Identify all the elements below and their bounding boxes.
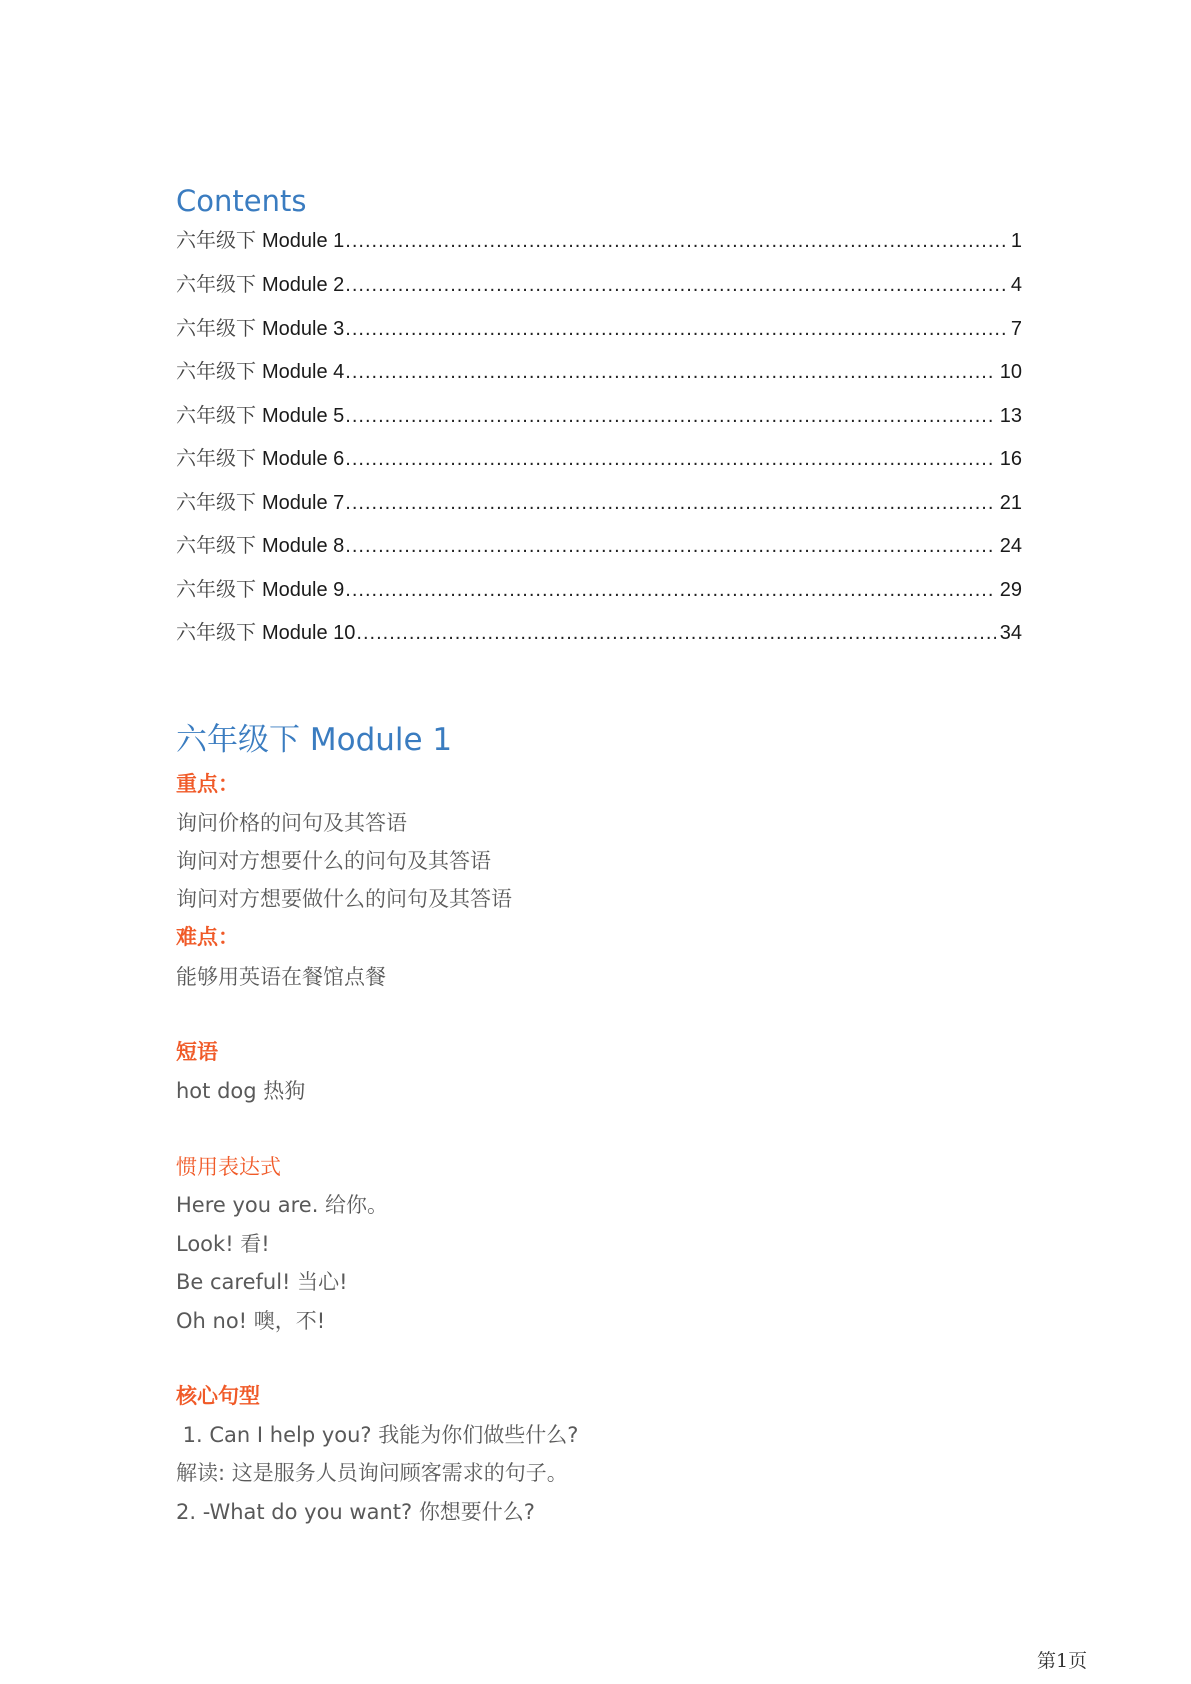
- key-point-item: 询问对方想要什么的问句及其答语: [176, 849, 491, 873]
- toc-entry-grade: 六年级下: [176, 316, 256, 340]
- difficult-points-label: 难点：: [176, 925, 239, 949]
- phrases-label: 短语: [176, 1040, 218, 1064]
- toc-entry-page: 29: [999, 579, 1022, 601]
- toc-entry-module: Module 10: [262, 622, 356, 644]
- toc-entry-module: Module 9: [262, 579, 345, 601]
- expression-item: Be careful! 当心!: [176, 1270, 348, 1294]
- toc-entry-module: Module 1: [262, 230, 345, 252]
- toc-leader-dots: [345, 444, 995, 474]
- core-sentence-explanation: 解读: 这是服务人员询问顾客需求的句子。: [176, 1461, 568, 1485]
- toc-entry[interactable]: [176, 225, 1022, 255]
- toc-leader-dots: [345, 488, 995, 518]
- toc-entry[interactable]: [176, 574, 1022, 604]
- module-heading: 六年级下 Module 1: [176, 722, 453, 758]
- toc-entry-module: Module 6: [262, 448, 345, 470]
- toc-entry[interactable]: [176, 400, 1022, 430]
- toc-entry-grade: 六年级下: [176, 228, 256, 252]
- toc-entry-module: Module 4: [262, 361, 345, 383]
- toc-entry[interactable]: [176, 487, 1022, 517]
- toc-entry-page: 10: [999, 361, 1022, 383]
- toc-entry-page: 16: [999, 448, 1022, 470]
- toc-leader-dots: [345, 226, 1007, 256]
- toc-entry-module: Module 7: [262, 492, 345, 514]
- toc-entry[interactable]: [176, 443, 1022, 473]
- toc-entry-page: 21: [999, 492, 1022, 514]
- toc-entry-grade: 六年级下: [176, 620, 256, 644]
- toc-entry[interactable]: [176, 530, 1022, 560]
- toc-entry-grade: 六年级下: [176, 272, 256, 296]
- toc-entry-module: Module 3: [262, 318, 345, 340]
- difficult-point-item: 能够用英语在餐馆点餐: [176, 965, 386, 989]
- page-number: 第1页: [1037, 1650, 1088, 1672]
- toc-entry-grade: 六年级下: [176, 577, 256, 601]
- toc-leader-dots: [345, 531, 995, 561]
- toc-title: Contents: [176, 184, 307, 218]
- toc-entry-page: 24: [999, 535, 1022, 557]
- toc-entry-grade: 六年级下: [176, 533, 256, 557]
- toc-entry-page: 13: [999, 405, 1022, 427]
- expression-item: Look! 看!: [176, 1232, 270, 1256]
- expression-item: Here you are. 给你。: [176, 1193, 389, 1217]
- toc-entry[interactable]: [176, 356, 1022, 386]
- toc-entry-module: Module 8: [262, 535, 345, 557]
- toc-leader-dots: [345, 314, 1007, 344]
- toc-entry-grade: 六年级下: [176, 359, 256, 383]
- toc-leader-dots: [345, 357, 995, 387]
- toc-leader-dots: [345, 270, 1007, 300]
- toc-leader-dots: [345, 401, 995, 431]
- toc-entry-grade: 六年级下: [176, 403, 256, 427]
- toc-entry-page: 7: [1010, 318, 1022, 340]
- phrase-item: hot dog 热狗: [176, 1079, 306, 1103]
- toc-entry-page: 1: [1010, 230, 1022, 252]
- toc-leader-dots: [345, 575, 995, 605]
- toc-entry-grade: 六年级下: [176, 490, 256, 514]
- toc-entry-module: Module 2: [262, 274, 345, 296]
- toc-entry-page: 34: [999, 622, 1022, 644]
- key-point-item: 询问对方想要做什么的问句及其答语: [176, 887, 512, 911]
- toc-entry-page: 4: [1010, 274, 1022, 296]
- expression-item: Oh no! 噢，不!: [176, 1309, 326, 1333]
- core-sentences-label: 核心句型: [176, 1384, 260, 1408]
- core-sentence-item: 1. Can I help you? 我能为你们做些什么?: [176, 1423, 579, 1447]
- key-point-item: 询问价格的问句及其答语: [176, 811, 407, 835]
- toc-leader-dots: [356, 618, 995, 648]
- toc-entry-module: Module 5: [262, 405, 345, 427]
- core-sentence-item: 2. -What do you want? 你想要什么?: [176, 1500, 535, 1524]
- expressions-label: 惯用表达式: [176, 1155, 281, 1179]
- toc-entry[interactable]: [176, 617, 1022, 647]
- toc-entry-grade: 六年级下: [176, 446, 256, 470]
- toc-entry[interactable]: [176, 313, 1022, 343]
- toc-entry[interactable]: [176, 269, 1022, 299]
- key-points-label: 重点：: [176, 772, 239, 796]
